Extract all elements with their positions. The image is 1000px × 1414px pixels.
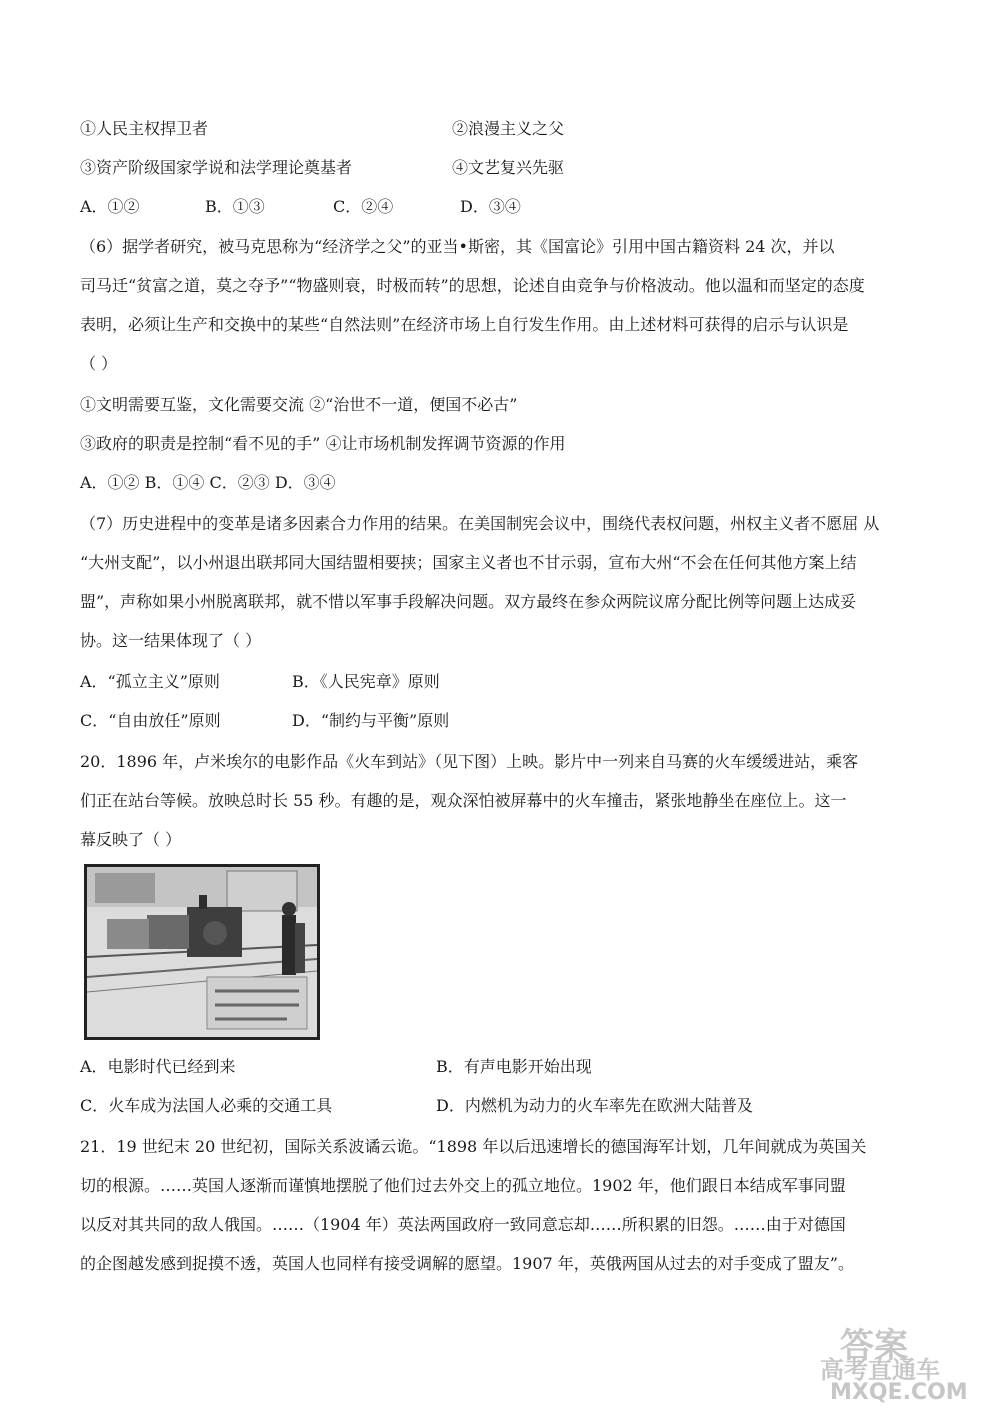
q5-choice-a: A．①② [80, 197, 140, 216]
q5-option-2: ②浪漫主义之父 [452, 119, 565, 138]
watermark-line-3: MXQE.COM [830, 1380, 968, 1405]
q6-statements-2: ③政府的职责是控制“看不见的手” ④让市场机制发挥调节资源的作用 [80, 434, 566, 453]
train-arrival-film-still [84, 864, 320, 1040]
q21-stem-line: 的企图越发感到捉摸不透，英国人也同样有接受调解的愿望。1907 年，英俄两国从过去的对手变成了盟友”。 [80, 1254, 854, 1273]
q7-stem-line: 盟”，声称如果小州脱离联邦，就不惜以军事手段解决问题。双方最终在参众两院议席分配比例等问题上达成妥 [80, 592, 857, 611]
q5-option-3: ③资产阶级国家学说和法学理论奠基者 [80, 158, 353, 177]
q20-option-b: B．有声电影开始出现 [436, 1057, 592, 1076]
q7-stem-line: “大州支配”，以小州退出联邦同大国结盟相要挟；国家主义者也不甘示弱，宣布大州“不会在任何其他方案上结 [80, 553, 857, 572]
watermark-line-2: 高考直通车 [820, 1356, 940, 1384]
q20-stem-line: 20．1896 年，卢米埃尔的电影作品《火车到站》（见下图）上映。影片中一列来自马赛的火车缓缓进站，乘客 [80, 752, 859, 771]
q5-choice-c: C．②④ [333, 197, 394, 216]
q7-option-d: D．“制约与平衡”原则 [292, 711, 450, 730]
q6-statements-1: ①文明需要互鉴，文化需要交流 ②“治世不一道，便国不必古” [80, 395, 518, 414]
q21-stem-line: 以反对其共同的敌人俄国。……（1904 年）英法两国政府一致同意忘却……所积累的旧怨。……由于对德国 [80, 1215, 846, 1234]
q20-option-a: A．电影时代已经到来 [80, 1057, 236, 1076]
q7-stem-line: （7）历史进程中的变革是诸多因素合力作用的结果。在美国制宪会议中，围绕代表权问题，州权主义者不愿屈 从 [80, 514, 880, 533]
q5-option-1: ①人民主权捍卫者 [80, 119, 209, 138]
q21-stem-line: 切的根源。……英国人逐渐而谨慎地摆脱了他们过去外交上的孤立地位。1902 年，他们跟日本结成军事同盟 [80, 1176, 846, 1195]
q21-stem-line: 21．19 世纪末 20 世纪初，国际关系波谲云诡。“1898 年以后迅速增长的德国海军计划，几年间就成为英国关 [80, 1137, 867, 1156]
q6-stem-line: 表明，必须让生产和交换中的某些“自然法则”在经济市场上自行发生作用。由上述材料可获得的启示与认识是 [80, 315, 849, 334]
q7-stem-line: 协。这一结果体现了（ ） [80, 631, 262, 650]
q20-option-d: D．内燃机为动力的火车率先在欧洲大陆普及 [436, 1096, 753, 1115]
q20-stem-line: 幕反映了（ ） [80, 830, 182, 849]
q5-option-4: ④文艺复兴先驱 [452, 158, 565, 177]
q5-choice-d: D．③④ [460, 197, 521, 216]
q7-option-c: C．“自由放任”原则 [80, 711, 221, 730]
q6-choices: A．①② B．①④ C．②③ D．③④ [80, 473, 336, 492]
q7-option-b: B．《人民宪章》原则 [292, 672, 440, 691]
q6-stem-line: （6）据学者研究，被马克思称为“经济学之父”的亚当•斯密，其《国富论》引用中国古籍资料 24 次，并以 [80, 237, 835, 256]
q6-stem-line: 司马迁“贫富之道，莫之夺予”“物盛则衰，时极而转”的思想，论述自由竞争与价格波动。他以温和而坚定的态度 [80, 276, 865, 295]
q6-stem-line: （ ） [80, 354, 118, 373]
q7-option-a: A．“孤立主义”原则 [80, 672, 220, 691]
q5-choice-b: B．①③ [205, 197, 265, 216]
watermark-line-1: 答案 [840, 1326, 908, 1366]
site-watermark-logo [800, 1318, 990, 1408]
q20-stem-line: 们正在站台等候。放映总时长 55 秒。有趣的是，观众深怕被屏幕中的火车撞击，紧张地静坐在座位上。这一 [80, 791, 847, 810]
q20-option-c: C．火车成为法国人必乘的交通工具 [80, 1096, 333, 1115]
